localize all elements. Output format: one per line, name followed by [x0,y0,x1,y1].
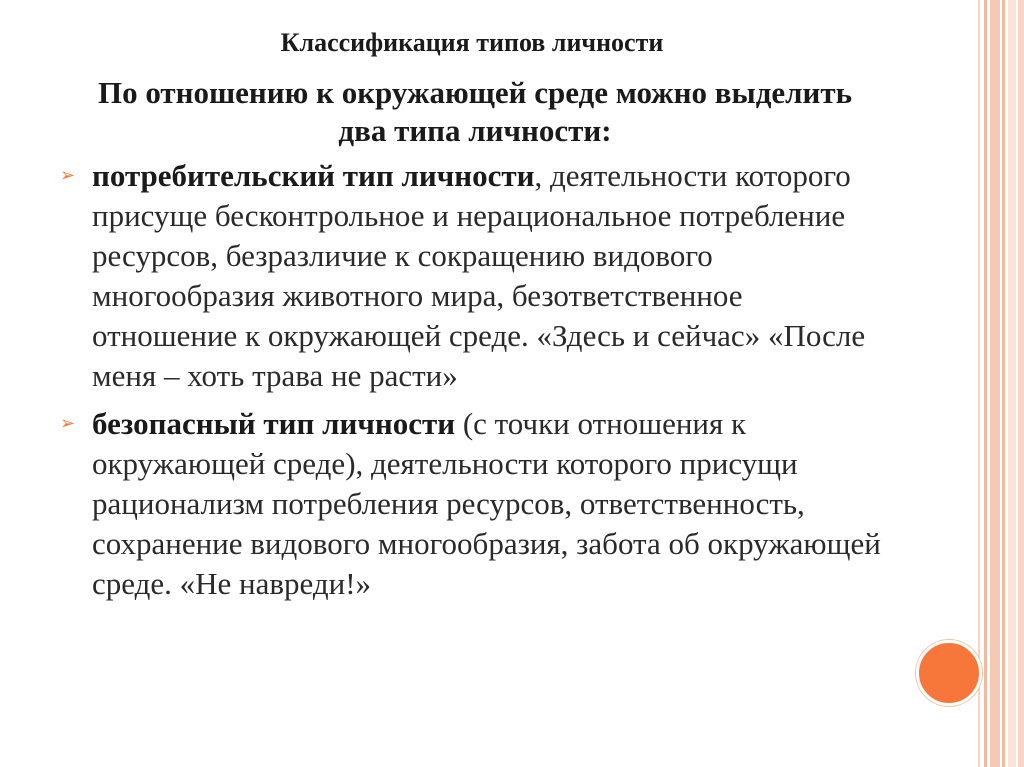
bullet-text: , деятельности которого присуще бесконтрольное и нерациональное потребление ресурсов, безразличие к сокращению видового многообразия животного мира, безответственное отношение к окружающей среде. «Здесь и сейчас» «После меня – хоть трава не расти» [92,158,866,393]
stripe [1008,0,1016,767]
bullet-item-consumer [60,156,890,396]
bullet-text: (с точки отношения к окружающей среде), деятельности которого присущи рационализм потребления ресурсов, ответственность, сохранение видового многообразия, забота об окружающей среде. «Не навреди!» [92,406,881,601]
bullet-item-safe [60,404,890,604]
slide-subtitle: По отношению к окружающей среде можно выделить два типа личности: [97,75,853,148]
chevron-arrow-icon: ➢ [60,413,76,434]
bullet-term: потребительский тип личности [92,158,535,193]
decorative-stripes [978,0,1024,767]
stripe [990,0,1000,767]
bullet-list [60,156,890,612]
slide-title: Классификация типов личности [280,28,664,57]
stripe [984,0,987,767]
chevron-arrow-icon: ➢ [60,165,76,186]
stripe [1018,0,1024,767]
stripe [978,0,980,767]
decorative-orange-circle [916,640,982,706]
bullet-term: безопасный тип личности [92,406,456,441]
stripe [1002,0,1005,767]
